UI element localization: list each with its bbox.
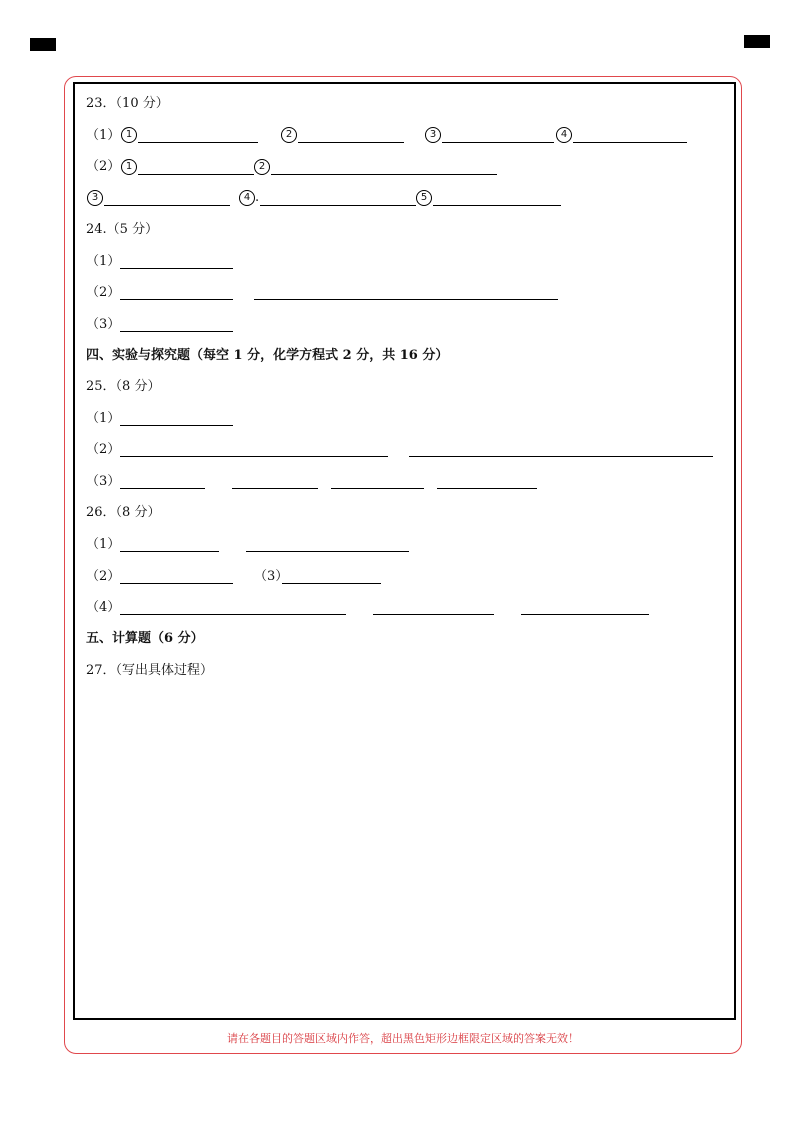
q26-title: 26．（8 分）	[86, 505, 161, 520]
answer-blank[interactable]	[120, 456, 388, 457]
answer-blank[interactable]	[254, 299, 558, 300]
circled-number: 1	[121, 127, 137, 143]
answer-blank[interactable]	[120, 614, 346, 615]
answer-blank[interactable]	[120, 488, 205, 489]
q24-part1-label: （1）	[86, 254, 121, 269]
circled-number: 2	[254, 159, 270, 175]
q24-title: 24.（5 分）	[86, 222, 159, 237]
answer-blank[interactable]	[437, 488, 537, 489]
answer-blank[interactable]	[120, 331, 233, 332]
q25-part1-label: （1）	[86, 411, 121, 426]
q25-part3-label: （3）	[86, 474, 121, 489]
registration-mark-right	[744, 35, 770, 48]
answer-blank[interactable]	[373, 614, 494, 615]
footer-warning-note: 请在各题目的答题区域内作答，超出黑色矩形边框限定区域的答案无效！	[227, 1032, 579, 1045]
answer-blank[interactable]	[282, 583, 381, 584]
answer-blank[interactable]	[260, 205, 416, 206]
q26-part1-label: （1）	[86, 537, 121, 552]
answer-blank[interactable]	[409, 456, 713, 457]
registration-mark-left	[30, 38, 56, 51]
answer-blank[interactable]	[138, 142, 258, 143]
q27-answer-area[interactable]	[80, 686, 730, 1012]
section-4-heading: 四、实验与探究题（每空 1 分，化学方程式 2 分，共 16 分）	[86, 348, 449, 363]
q23-part1-label: （1）	[86, 128, 121, 143]
q23-part2-label: （2）	[86, 159, 121, 174]
q25-title: 25．（8 分）	[86, 379, 161, 394]
q24-part3-label: （3）	[86, 317, 121, 332]
q24-part2-label: （2）	[86, 285, 121, 300]
answer-blank[interactable]	[331, 488, 424, 489]
circled-number: 2	[281, 127, 297, 143]
circled-number: 3	[87, 190, 103, 206]
q27-title: 27．（写出具体过程）	[86, 663, 214, 678]
answer-blank[interactable]	[120, 551, 219, 552]
circled-number-dot: .	[255, 190, 260, 205]
answer-blank[interactable]	[246, 551, 409, 552]
q26-part2-label: （2）	[86, 569, 121, 584]
answer-blank[interactable]	[120, 583, 233, 584]
q23-title: 23．（10 分）	[86, 96, 169, 111]
circled-number: 4	[556, 127, 572, 143]
answer-blank[interactable]	[271, 174, 497, 175]
answer-blank[interactable]	[573, 142, 687, 143]
answer-blank[interactable]	[120, 299, 233, 300]
answer-blank[interactable]	[120, 268, 233, 269]
section-5-heading: 五、计算题（6 分）	[86, 631, 204, 646]
answer-blank[interactable]	[138, 174, 254, 175]
answer-blank[interactable]	[232, 488, 318, 489]
circled-number: 4	[239, 190, 255, 206]
circled-number: 1	[121, 159, 137, 175]
circled-number: 3	[425, 127, 441, 143]
answer-blank[interactable]	[104, 205, 230, 206]
q26-part3-label: （3）	[254, 569, 289, 584]
answer-blank[interactable]	[298, 142, 404, 143]
q25-part2-label: （2）	[86, 442, 121, 457]
answer-blank[interactable]	[433, 205, 561, 206]
answer-blank[interactable]	[521, 614, 649, 615]
circled-number: 5	[416, 190, 432, 206]
answer-blank[interactable]	[442, 142, 554, 143]
answer-blank[interactable]	[120, 425, 233, 426]
q26-part4-label: （4）	[86, 600, 121, 615]
